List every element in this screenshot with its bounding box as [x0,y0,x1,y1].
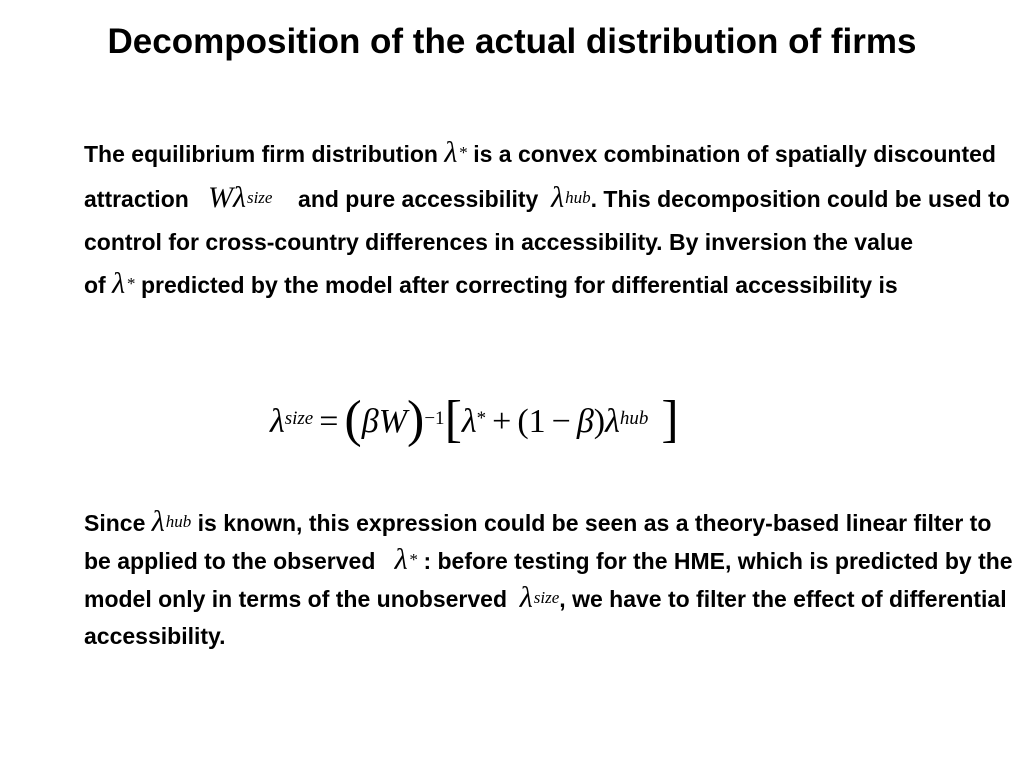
left-paren: ( [344,391,362,448]
left-bracket: [ [444,391,462,448]
inversion-formula: $\lambda^{size} = (\beta W)^{-1}[\lambda^* + (1 - \beta)\lambda^{hub}$ ] [270,391,679,448]
intro-text-2: is a convex combination of spatially discounted attraction [84,141,996,212]
intro-text-4: . This decomposition could be used to control for cross-country differences in accessibility. By inversion the value of [84,186,1010,298]
expl-text-2: is known, this expression could be seen as a theory-based linear filter to be applied to the observed [84,510,992,574]
explanation-paragraph [84,505,1014,653]
expl-text-3: : before testing for the HME, which is predicted by the model only in terms of the unobserved [84,548,1013,612]
lambda-size-symbol: $\lambda^{size}$ [519,581,560,614]
slide-title: Decomposition of the actual distribution of firms [107,22,917,61]
lambda-hub-symbol: $\lambda^{hub}$ [551,181,591,214]
lambda-star-symbol: λ* [444,136,467,169]
intro-text-5: predicted by the model after correcting for differential accessibility is [141,272,898,298]
expl-text-4: , we have to filter the effect of differential accessibility. [84,586,1007,649]
intro-text-3: and pure accessibility [298,186,539,212]
w-lambda-size-symbol: $W\lambda^{size}$ [207,181,273,214]
lambda-hub-symbol: $\lambda^{hub}$ [151,505,192,538]
lambda-star-symbol: λ* [112,267,135,300]
expl-text-1: Since [84,510,146,536]
lambda-star-symbol: λ* [394,543,418,576]
right-paren: ) [407,391,425,448]
intro-text-1: The equilibrium firm distribution [84,141,438,167]
right-bracket: ] [648,391,679,448]
intro-paragraph [84,132,1014,308]
